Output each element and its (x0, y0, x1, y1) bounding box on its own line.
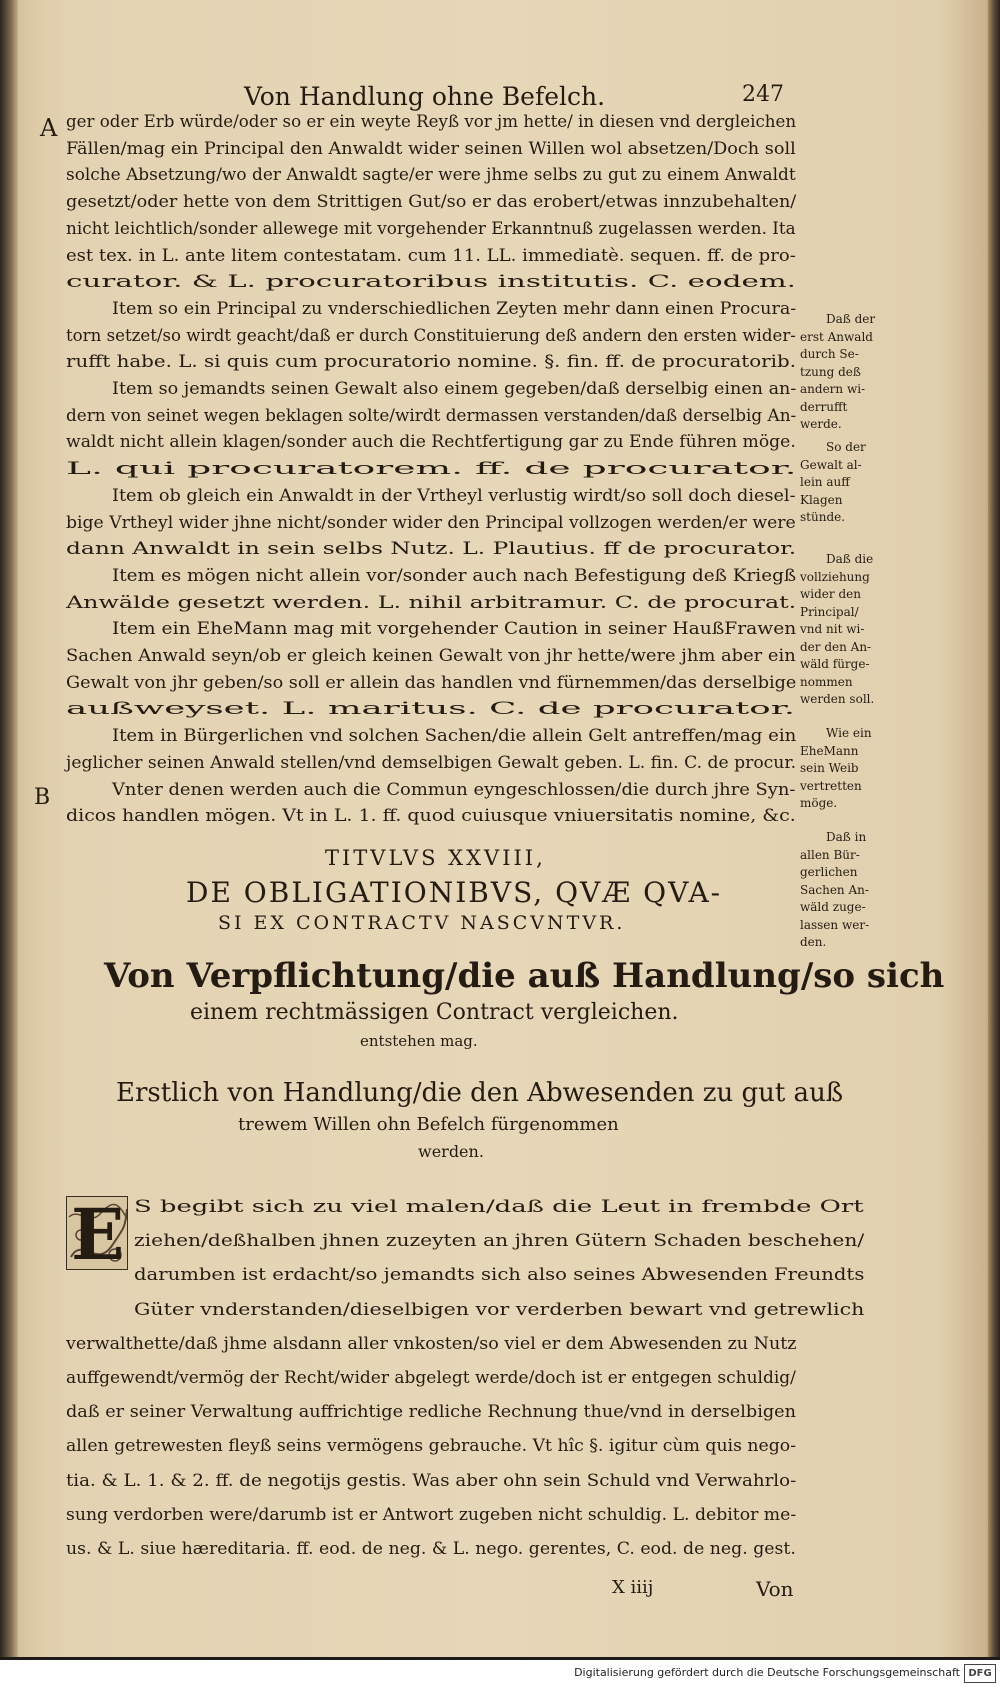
text-line: dern von seinet wegen beklagen solte/wirdt dermassen verstanden/daß derselbig An- (66, 405, 797, 426)
text-line: tia. & L. 1. & 2. ff. de negotijs gestis. Was aber ohn sein Schuld vnd Verwahrlo- (66, 1470, 797, 1491)
marginal-note-line: andern wi- (800, 382, 866, 396)
text-line: Sachen Anwald seyn/ob er gleich keinen Gewalt von jhr hette/were jhm aber ein (66, 646, 796, 666)
text-line: jeglicher seinen Anwald stellen/vnd demselbigen Gewalt geben. L. fin. C. de procur. (66, 752, 797, 773)
marginal-note-line: werden soll. (800, 692, 875, 706)
marginal-note-line: stünde. (800, 510, 846, 524)
footer-bar (0, 1660, 1000, 1687)
marginal-note-line: vertretten (800, 778, 862, 793)
marginal-note-line: wider den (800, 587, 861, 601)
titulus-heading: TITVLVS XXVIII, (325, 846, 546, 870)
text-line: Item so jemandts seinen Gewalt also einem gegeben/daß derselbig einen an- (112, 379, 797, 399)
text-line: daß er seiner Verwaltung auffrichtige redliche Rechnung thue/vnd in derselbigen (66, 1402, 796, 1423)
decorated-initial (66, 1196, 128, 1270)
text-line: sung verdorben were/darumb ist er Antwort zugeben nicht schuldig. L. debitor me- (66, 1504, 797, 1525)
marginal-note-line: sein Weib (800, 761, 859, 775)
marginal-note-line: lassen wer- (800, 917, 870, 932)
text-line: Item in Bürgerlichen vnd solchen Sachen/die allein Gelt antreffen/mag ein (112, 726, 797, 747)
initial-letter: E (71, 1196, 125, 1270)
text-line: Vnter denen werden auch die Commun eyngeschlossen/die durch jhre Syn- (112, 779, 796, 800)
marginal-note-line: der den An- (800, 639, 872, 654)
text-line: Item so ein Principal zu vnderschiedlichen Zeyten mehr dann einen Procura- (112, 298, 797, 319)
text-line: verwalthette/daß jhme alsdann aller vnkosten/so viel er dem Abwesenden zu Nutz (66, 1333, 797, 1354)
marginal-note-line: EheMann (800, 743, 859, 758)
text-line: ger oder Erb würde/oder so er ein weyte Reyß vor jm hette/ in diesen vnd dergleichen (66, 112, 797, 132)
marginal-note-line: vollziehung (800, 569, 870, 584)
running-title: Von Handlung ohne Befelch. (244, 82, 606, 111)
book-spine-edge (988, 0, 1000, 1657)
signature-mark: X iiij (612, 1577, 654, 1598)
text-line: Item ob gleich ein Anwaldt in der Vrtheyl verlustig wirdt/so soll doch diesel- (112, 485, 796, 506)
german-title-line-3: entstehen mag. (360, 1032, 478, 1050)
marginal-note-line: wäld fürge- (800, 657, 870, 671)
text-line: us. & L. siue hæreditaria. ff. eod. de neg. & L. nego. gerentes, C. eod. de neg. gest. (66, 1539, 796, 1559)
marginal-note-line: vnd nit wi- (800, 622, 865, 636)
german-title-line-1: Von Verpflichtung/die auß Handlung/so sich (104, 956, 945, 996)
text-line: darumben ist erdacht/so jemandts sich also seines Abwesenden Freundts (134, 1265, 865, 1286)
text-line: allen getrewesten fleyß seins vermögens gebrauche. Vt hîc §. igitur cùm quis nego- (66, 1436, 797, 1457)
german-title-line-2: einem rechtmässigen Contract vergleichen. (190, 1000, 679, 1025)
marginal-note-line: Daß in (826, 830, 867, 844)
marginal-note-line: wäld zuge- (800, 900, 866, 914)
text-line: waldt nicht allein klagen/sonder auch die Rechtfertigung gar zu Ende führen möge. (66, 432, 796, 453)
section-marker-b: B (34, 785, 51, 810)
subtitle-line-2: trewem Willen ohn Befelch fürgenommen (238, 1114, 619, 1135)
marginal-note-line: gerlichen (800, 865, 858, 879)
catchword: Von (756, 1577, 794, 1601)
marginal-note-line: möge. (800, 796, 838, 810)
marginal-note-line: Gewalt al- (800, 457, 862, 472)
marginal-note-line: derrufft (800, 399, 848, 414)
text-line: Item es mögen nicht allein vor/sonder auch nach Befestigung deß Kriegß (112, 565, 797, 586)
text-line: nicht leichtlich/sonder allewege mit vorgehender Erkanntnuß zugelassen werden. Ita (66, 218, 796, 239)
subtitle-line-1: Erstlich von Handlung/die den Abwesenden zu gut auß (116, 1078, 844, 1108)
text-line: Fällen/mag ein Principal den Anwaldt wider seinen Willen wol absetzen/Doch soll (66, 138, 796, 159)
text-line: gesetzt/oder hette von dem Strittigen Gut/so er das erobert/etwas innzubehalten/ (66, 192, 797, 213)
page-number: 247 (742, 82, 784, 107)
text-line: torn setzet/so wirdt geacht/daß er durch Constituierung deß andern den ersten wider- (66, 325, 796, 346)
subtitle-line-3: werden. (418, 1142, 484, 1161)
text-line: S begibt sich zu viel malen/daß die Leut in frembde Ort (134, 1197, 864, 1217)
marginal-note-line: erst Anwald (800, 329, 873, 344)
marginal-note-line: den. (800, 935, 827, 949)
marginal-note-line: Daß der (826, 312, 876, 326)
marginal-note-line: durch Se- (800, 347, 859, 361)
text-line: Anwälde gesetzt werden. L. nihil arbitramur. C. de procurat. (66, 592, 797, 613)
latin-title-line-2: SI EX CONTRACTV NASCVNTVR. (218, 912, 626, 934)
section-marker-a: A (40, 114, 58, 142)
dfg-logo: DFG (964, 1664, 996, 1683)
marginal-note-line: Sachen An- (800, 882, 869, 897)
latin-title-line-1: DE OBLIGATIONIBVS, QVÆ QVA- (186, 876, 723, 909)
marginal-note-line: allen Bür- (800, 847, 860, 862)
text-line: est tex. in L. ante litem contestatam. cum 11. LL. immediatè. sequen. ff. de pro- (66, 245, 796, 266)
marginal-note-line: Wie ein (826, 726, 872, 740)
text-line: Güter vnderstanden/dieselbigen vor verderben bewart vnd getrewlich (134, 1299, 865, 1320)
text-line: curator. & L. procuratoribus institutis. C. eodem. (66, 272, 796, 293)
marginal-note-line: Klagen (800, 492, 843, 507)
text-line: Item ein EheMann mag mit vorgehender Caution in seiner HaußFrawen (112, 619, 797, 640)
marginal-note-line: tzung deß (800, 364, 861, 379)
text-line: auffgewendt/vermög der Recht/wider abgelegt werde/doch ist er entgegen schuldig/ (66, 1368, 796, 1388)
text-line: außweyset. L. maritus. C. de procurator. (66, 699, 796, 720)
marginal-note-line: So der (826, 440, 866, 454)
marginal-note-line: werde. (800, 417, 842, 431)
marginal-note-line: nommen (800, 674, 853, 689)
marginal-note-line: Daß die (826, 552, 874, 566)
text-line: solche Absetzung/wo der Anwaldt sagte/er were jhme selbs zu gut zu einem Anwaldt (66, 165, 796, 186)
text-line: rufft habe. L. si quis cum procuratorio nomine. §. fin. ff. de procuratorib. (66, 352, 797, 373)
text-line: L. qui procuratorem. ff. de procurator. (66, 459, 797, 480)
text-line: Gewalt von jhr geben/so soll er allein das handlen vnd fürnemmen/das derselbige (66, 672, 797, 693)
text-line: dann Anwaldt in sein selbs Nutz. L. Plautius. ff de procurator. (66, 539, 797, 560)
text-line: dicos handlen mögen. Vt in L. 1. ff. quod cuiusque vniuersitatis nomine, &c. (66, 806, 796, 827)
text-line: ziehen/deßhalben jhnen zuzeyten an jhren Gütern Schaden beschehen/ (134, 1231, 865, 1252)
text-line: bige Vrtheyl wider jhne nicht/sonder wider den Principal vollzogen werden/er were (66, 512, 796, 533)
marginal-note-line: lein auff (800, 475, 850, 489)
page-edge-left (0, 0, 18, 1657)
footer-credit: Digitalisierung gefördert durch die Deutsche Forschungsgemeinschaft (574, 1666, 960, 1679)
marginal-note-line: Principal/ (800, 604, 859, 619)
